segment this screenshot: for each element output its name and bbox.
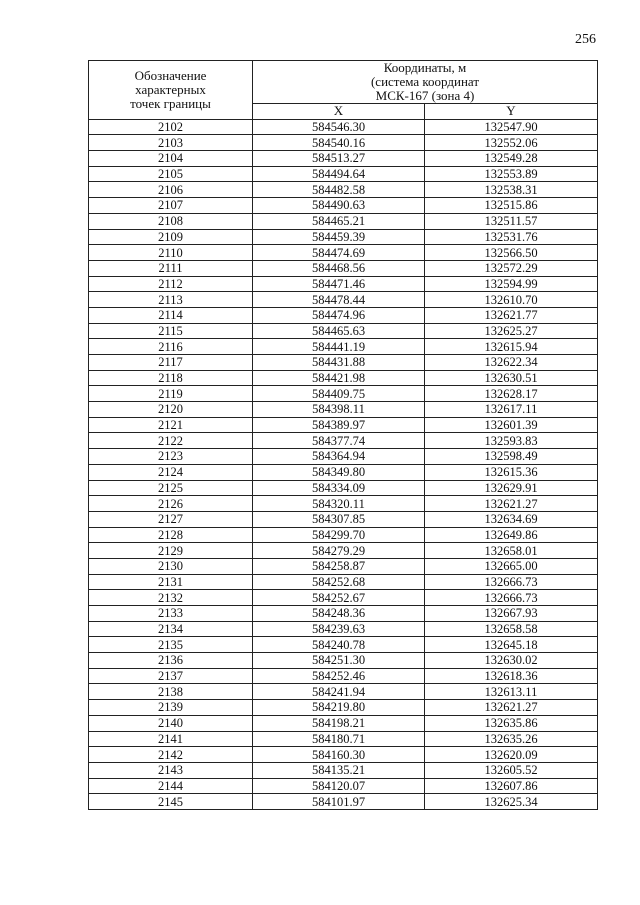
table-row (89, 276, 598, 292)
point-cell: 2142 (89, 747, 253, 763)
y-cell: 132547.90 (425, 119, 598, 135)
y-cell: 132515.86 (425, 198, 598, 214)
point-cell: 2126 (89, 496, 253, 512)
point-cell: 2122 (89, 433, 253, 449)
table-row (89, 747, 598, 763)
point-cell: 2119 (89, 386, 253, 402)
x-cell: 584219.80 (253, 700, 425, 716)
table-row (89, 543, 598, 559)
table-row (89, 198, 598, 214)
y-cell: 132601.39 (425, 417, 598, 433)
x-cell: 584364.94 (253, 449, 425, 465)
y-cell: 132666.73 (425, 574, 598, 590)
y-cell: 132634.69 (425, 511, 598, 527)
y-cell: 132610.70 (425, 292, 598, 308)
x-cell: 584389.97 (253, 417, 425, 433)
x-cell: 584421.98 (253, 370, 425, 386)
table-row (89, 480, 598, 496)
y-cell: 132552.06 (425, 135, 598, 151)
x-cell: 584320.11 (253, 496, 425, 512)
x-cell: 584513.27 (253, 151, 425, 167)
y-cell: 132649.86 (425, 527, 598, 543)
header-point-designation (89, 61, 253, 120)
y-cell: 132628.17 (425, 386, 598, 402)
table-row (89, 653, 598, 669)
point-cell: 2109 (89, 229, 253, 245)
table-row (89, 606, 598, 622)
x-cell: 584494.64 (253, 166, 425, 182)
coordinates-table (88, 60, 598, 810)
table-row (89, 370, 598, 386)
x-cell: 584252.46 (253, 668, 425, 684)
x-cell: 584377.74 (253, 433, 425, 449)
point-cell: 2106 (89, 182, 253, 198)
y-cell: 132621.27 (425, 496, 598, 512)
table-row (89, 511, 598, 527)
y-cell: 132549.28 (425, 151, 598, 167)
x-cell: 584135.21 (253, 762, 425, 778)
table-row (89, 339, 598, 355)
table-row (89, 433, 598, 449)
point-cell: 2116 (89, 339, 253, 355)
point-cell: 2110 (89, 245, 253, 261)
point-cell: 2123 (89, 449, 253, 465)
table-row (89, 213, 598, 229)
point-cell: 2145 (89, 794, 253, 810)
page-number: 256 (575, 32, 596, 47)
y-cell: 132635.86 (425, 715, 598, 731)
point-cell: 2137 (89, 668, 253, 684)
table-row (89, 558, 598, 574)
table-row (89, 590, 598, 606)
y-cell: 132598.49 (425, 449, 598, 465)
x-cell: 584441.19 (253, 339, 425, 355)
table-header (89, 61, 598, 120)
x-cell: 584248.36 (253, 606, 425, 622)
table-row (89, 715, 598, 731)
x-cell: 584279.29 (253, 543, 425, 559)
point-cell: 2108 (89, 213, 253, 229)
x-cell: 584160.30 (253, 747, 425, 763)
point-cell: 2102 (89, 119, 253, 135)
table-row (89, 135, 598, 151)
y-cell: 132635.26 (425, 731, 598, 747)
point-cell: 2121 (89, 417, 253, 433)
table-row (89, 464, 598, 480)
header-point-label: Обозначение характерных точек границы (130, 67, 211, 111)
table-row (89, 762, 598, 778)
table-row (89, 794, 598, 810)
x-cell: 584398.11 (253, 402, 425, 418)
x-cell: 584409.75 (253, 386, 425, 402)
y-cell: 132622.34 (425, 355, 598, 371)
header-coordinates (253, 61, 598, 104)
point-cell: 2118 (89, 370, 253, 386)
x-cell: 584474.96 (253, 307, 425, 323)
point-cell: 2128 (89, 527, 253, 543)
point-cell: 2130 (89, 558, 253, 574)
x-cell: 584198.21 (253, 715, 425, 731)
y-cell: 132665.00 (425, 558, 598, 574)
point-cell: 2133 (89, 606, 253, 622)
table-row (89, 621, 598, 637)
table-row (89, 496, 598, 512)
y-cell: 132658.01 (425, 543, 598, 559)
point-cell: 2129 (89, 543, 253, 559)
x-cell: 584349.80 (253, 464, 425, 480)
y-cell: 132625.27 (425, 323, 598, 339)
point-cell: 2124 (89, 464, 253, 480)
x-cell: 584252.68 (253, 574, 425, 590)
y-cell: 132666.73 (425, 590, 598, 606)
x-cell: 584101.97 (253, 794, 425, 810)
point-cell: 2141 (89, 731, 253, 747)
x-cell: 584546.30 (253, 119, 425, 135)
point-cell: 2127 (89, 511, 253, 527)
x-cell: 584180.71 (253, 731, 425, 747)
table-row (89, 292, 598, 308)
table-row (89, 260, 598, 276)
point-cell: 2131 (89, 574, 253, 590)
table-row (89, 700, 598, 716)
table-row (89, 386, 598, 402)
y-cell: 132617.11 (425, 402, 598, 418)
x-cell: 584482.58 (253, 182, 425, 198)
point-cell: 2111 (89, 260, 253, 276)
point-cell: 2136 (89, 653, 253, 669)
y-cell: 132625.34 (425, 794, 598, 810)
point-cell: 2117 (89, 355, 253, 371)
y-cell: 132630.02 (425, 653, 598, 669)
header-y: Y (425, 104, 598, 120)
y-cell: 132605.52 (425, 762, 598, 778)
y-cell: 132615.94 (425, 339, 598, 355)
x-cell: 584459.39 (253, 229, 425, 245)
table-row (89, 323, 598, 339)
table-row (89, 166, 598, 182)
point-cell: 2139 (89, 700, 253, 716)
y-cell: 132630.51 (425, 370, 598, 386)
y-cell: 132566.50 (425, 245, 598, 261)
x-cell: 584251.30 (253, 653, 425, 669)
x-cell: 584241.94 (253, 684, 425, 700)
x-cell: 584258.87 (253, 558, 425, 574)
point-cell: 2143 (89, 762, 253, 778)
table-row (89, 355, 598, 371)
table-row (89, 637, 598, 653)
table-row (89, 574, 598, 590)
point-cell: 2103 (89, 135, 253, 151)
x-cell: 584465.63 (253, 323, 425, 339)
x-cell: 584490.63 (253, 198, 425, 214)
table-row (89, 307, 598, 323)
y-cell: 132621.27 (425, 700, 598, 716)
table-row (89, 119, 598, 135)
point-cell: 2120 (89, 402, 253, 418)
header-x: X (253, 104, 425, 120)
table-row (89, 731, 598, 747)
point-cell: 2135 (89, 637, 253, 653)
x-cell: 584299.70 (253, 527, 425, 543)
point-cell: 2125 (89, 480, 253, 496)
y-cell: 132553.89 (425, 166, 598, 182)
y-cell: 132629.91 (425, 480, 598, 496)
y-cell: 132658.58 (425, 621, 598, 637)
x-cell: 584334.09 (253, 480, 425, 496)
y-cell: 132621.77 (425, 307, 598, 323)
x-cell: 584478.44 (253, 292, 425, 308)
x-cell: 584239.63 (253, 621, 425, 637)
y-cell: 132620.09 (425, 747, 598, 763)
y-cell: 132593.83 (425, 433, 598, 449)
y-cell: 132613.11 (425, 684, 598, 700)
point-cell: 2140 (89, 715, 253, 731)
point-cell: 2104 (89, 151, 253, 167)
x-cell: 584471.46 (253, 276, 425, 292)
x-cell: 584540.16 (253, 135, 425, 151)
y-cell: 132538.31 (425, 182, 598, 198)
y-cell: 132645.18 (425, 637, 598, 653)
x-cell: 584307.85 (253, 511, 425, 527)
point-cell: 2134 (89, 621, 253, 637)
table-body (89, 119, 598, 809)
point-cell: 2138 (89, 684, 253, 700)
y-cell: 132594.99 (425, 276, 598, 292)
table-row (89, 778, 598, 794)
table-row (89, 417, 598, 433)
y-cell: 132607.86 (425, 778, 598, 794)
y-cell: 132531.76 (425, 229, 598, 245)
table-row (89, 151, 598, 167)
x-cell: 584431.88 (253, 355, 425, 371)
y-cell: 132618.36 (425, 668, 598, 684)
point-cell: 2105 (89, 166, 253, 182)
y-cell: 132615.36 (425, 464, 598, 480)
point-cell: 2107 (89, 198, 253, 214)
table-row (89, 182, 598, 198)
y-cell: 132511.57 (425, 213, 598, 229)
header-coordinates-label: Координаты, м (система координат МСК-167 (зона 4) (370, 60, 480, 103)
point-cell: 2132 (89, 590, 253, 606)
point-cell: 2144 (89, 778, 253, 794)
table-row (89, 684, 598, 700)
x-cell: 584465.21 (253, 213, 425, 229)
point-cell: 2113 (89, 292, 253, 308)
table-row (89, 527, 598, 543)
table-row (89, 449, 598, 465)
table-row (89, 245, 598, 261)
point-cell: 2114 (89, 307, 253, 323)
x-cell: 584468.56 (253, 260, 425, 276)
x-cell: 584120.07 (253, 778, 425, 794)
x-cell: 584474.69 (253, 245, 425, 261)
x-cell: 584240.78 (253, 637, 425, 653)
table-row (89, 668, 598, 684)
y-cell: 132572.29 (425, 260, 598, 276)
point-cell: 2115 (89, 323, 253, 339)
table-row (89, 402, 598, 418)
y-cell: 132667.93 (425, 606, 598, 622)
table-row (89, 229, 598, 245)
point-cell: 2112 (89, 276, 253, 292)
x-cell: 584252.67 (253, 590, 425, 606)
